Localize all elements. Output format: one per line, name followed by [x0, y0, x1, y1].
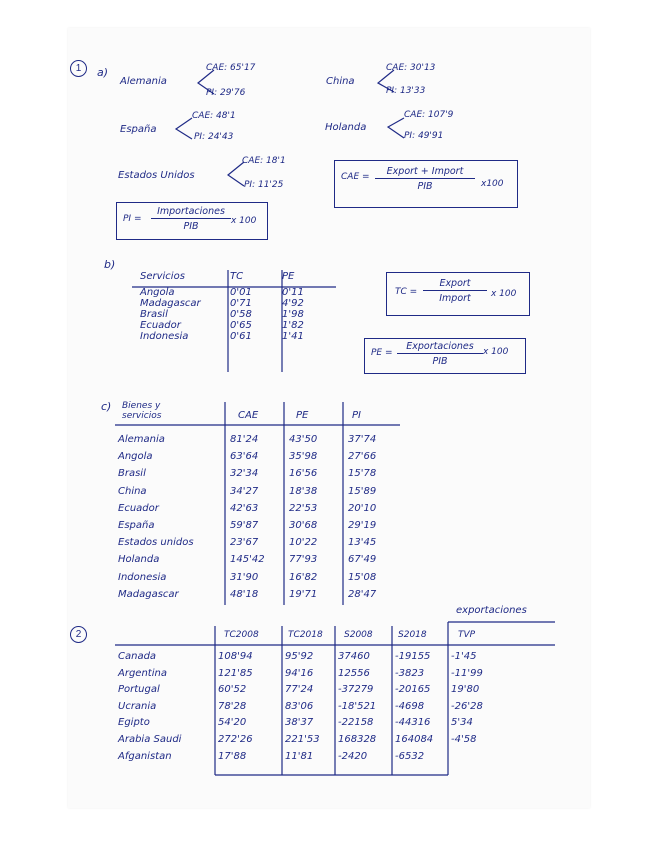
table-header: S2008: [344, 630, 373, 640]
table-row: [114, 517, 380, 534]
formula-lhs: CAE =: [341, 172, 370, 182]
cell: 168328: [338, 733, 377, 745]
cell: 108'94: [218, 651, 253, 662]
cell: Estados unidos: [118, 537, 194, 549]
cell: -4698: [395, 700, 425, 712]
table-row: [136, 331, 330, 342]
formula-multiplier: x 100: [231, 216, 257, 226]
cell: Alemania: [118, 434, 165, 445]
table-c: [114, 431, 380, 603]
formula-lhs: PE =: [371, 348, 393, 358]
formula-fraction: [375, 166, 475, 192]
table-header: PE: [296, 410, 309, 421]
cell: -4'58: [451, 733, 477, 745]
table-q2: [114, 649, 487, 765]
cell: 16'56: [289, 468, 318, 480]
cell: 23'67: [230, 537, 259, 549]
formula-numerator: Exportaciones: [397, 341, 483, 354]
cell: 5'34: [451, 717, 473, 729]
formula-lhs: TC =: [395, 287, 418, 297]
cell: 221'53: [285, 733, 320, 745]
cell: 0'58: [230, 309, 252, 320]
table-row: [114, 465, 380, 482]
cae-value: CAE: 107'9: [404, 110, 454, 120]
cell: -19155: [395, 651, 431, 662]
cell: Afganistan: [118, 750, 172, 762]
table-header: Servicios: [140, 271, 185, 282]
cell: 0'01: [230, 287, 252, 298]
formula-fraction: [423, 278, 487, 304]
cell: -6532: [395, 750, 425, 762]
bracket-holanda: [388, 118, 404, 138]
cell: -2420: [338, 750, 368, 762]
formula-lhs: PI =: [123, 214, 142, 224]
cell: Egipto: [118, 717, 150, 729]
table-c-corner-header: Bienes y servicios: [122, 401, 162, 421]
cell: 20'10: [348, 502, 377, 514]
cell: 0'65: [230, 320, 252, 331]
formula-pi-box: [116, 202, 268, 240]
table-row: [114, 483, 380, 500]
table-row: [114, 551, 380, 568]
cell: 48'18: [230, 588, 259, 600]
table-row: [114, 715, 487, 732]
cell: 29'19: [348, 520, 377, 532]
cell: 22'53: [289, 502, 318, 514]
table-row: [114, 586, 380, 603]
formula-multiplier: x 100: [491, 289, 517, 299]
exportaciones-label: exportaciones: [456, 605, 527, 616]
cell: 1'98: [282, 309, 304, 320]
cell: 0'61: [230, 331, 252, 342]
cell: 10'22: [289, 537, 318, 549]
country-name: España: [120, 124, 157, 135]
cell: -18'521: [338, 700, 377, 712]
table-header: S2018: [398, 630, 427, 640]
cell: 95'92: [285, 651, 314, 662]
formula-denominator: Import: [439, 293, 471, 304]
cell: 19'71: [289, 588, 318, 600]
formula-numerator: Importaciones: [151, 206, 231, 219]
cell: 16'82: [289, 571, 318, 583]
cell: 11'81: [285, 750, 314, 762]
cell: Madagascar: [118, 588, 179, 600]
cell: -37279: [338, 684, 374, 696]
country-name: Alemania: [120, 76, 167, 87]
pi-value: PI: 24'43: [194, 132, 234, 142]
country-name: Estados Unidos: [118, 170, 195, 181]
formula-fraction: [397, 341, 483, 367]
formula-multiplier: x 100: [483, 347, 509, 357]
cell: Canada: [118, 651, 157, 662]
cell: 77'24: [285, 684, 314, 696]
cell: 67'49: [348, 554, 377, 566]
cae-value: CAE: 30'13: [386, 63, 436, 73]
cell: 34'27: [230, 485, 259, 497]
part-c-label: c): [101, 400, 112, 413]
formula-pe-box: [364, 338, 526, 374]
table-row: [114, 732, 487, 749]
table-header: PI: [352, 410, 361, 421]
cell: 28'47: [348, 588, 377, 600]
cell: 4'92: [282, 298, 304, 309]
table-row: [114, 699, 487, 716]
cell: 164084: [395, 733, 434, 745]
cell: 272'26: [218, 733, 253, 745]
formula-numerator: Export + Import: [375, 166, 475, 179]
table-row: [114, 682, 487, 699]
cell: Holanda: [118, 554, 160, 566]
table-header: TVP: [458, 630, 476, 640]
part-a-label: a): [97, 66, 109, 79]
cell: Arabia Saudi: [118, 733, 182, 745]
table-header: TC2008: [224, 630, 259, 640]
table-row: [114, 448, 380, 465]
cae-value: CAE: 65'17: [206, 63, 256, 73]
cell: [447, 749, 487, 766]
country-name: Holanda: [325, 122, 367, 133]
question-2-number: 2: [70, 626, 87, 643]
pi-value: PI: 11'25: [244, 180, 284, 190]
table-header: CAE: [238, 410, 259, 421]
cell: -26'28: [451, 700, 483, 712]
cell: 15'78: [348, 468, 377, 480]
cell: 81'24: [230, 434, 259, 445]
table-header: PE: [282, 271, 295, 282]
formula-multiplier: x100: [481, 179, 504, 189]
cell: 83'06: [285, 700, 314, 712]
part-b-label: b): [104, 258, 116, 271]
formula-denominator: PIB: [432, 356, 448, 367]
formula-denominator: PIB: [183, 221, 199, 232]
cell: 35'98: [289, 451, 318, 463]
cell: 78'28: [218, 700, 247, 712]
cell: Brasil: [140, 309, 168, 320]
table-row: [136, 298, 330, 309]
cell: 13'45: [348, 537, 377, 549]
cell: Indonesia: [140, 331, 189, 342]
cell: 43'50: [289, 434, 318, 445]
country-name: China: [326, 76, 355, 87]
table-b: [136, 271, 330, 342]
cell: 37'74: [348, 434, 377, 445]
cell: 27'66: [348, 451, 377, 463]
cell: -1'45: [451, 651, 477, 662]
cell: Ucrania: [118, 700, 157, 712]
cell: -11'99: [451, 667, 483, 679]
cell: 30'68: [289, 520, 318, 532]
cell: Ecuador: [118, 502, 159, 514]
cell: Madagascar: [140, 298, 201, 309]
cell: -44316: [395, 717, 431, 729]
table-row: [114, 649, 487, 666]
cell: 15'89: [348, 485, 377, 497]
cell: Brasil: [118, 468, 146, 480]
table-row: [136, 320, 330, 331]
cell: 12556: [338, 667, 370, 679]
cell: Angola: [118, 451, 153, 463]
cell: 37460: [338, 651, 370, 662]
cell: 60'52: [218, 684, 247, 696]
cell: 18'38: [289, 485, 318, 497]
cell: 15'08: [348, 571, 377, 583]
cell: 59'87: [230, 520, 259, 532]
table-row: [114, 500, 380, 517]
table-header: TC: [230, 271, 244, 282]
cell: 19'80: [451, 684, 480, 696]
table-row: [114, 749, 487, 766]
cell: Ecuador: [140, 320, 181, 331]
pi-value: PI: 13'33: [386, 86, 426, 96]
cell: Argentina: [118, 667, 167, 679]
cell: 38'37: [285, 717, 314, 729]
cell: Indonesia: [118, 571, 167, 583]
cell: -3823: [395, 667, 425, 679]
cell: China: [118, 485, 147, 497]
formula-numerator: Export: [423, 278, 487, 291]
table-row: [136, 287, 330, 298]
pi-value: PI: 49'91: [404, 131, 444, 141]
cell: Angola: [140, 287, 175, 298]
cell: 63'64: [230, 451, 259, 463]
cell: 31'90: [230, 571, 259, 583]
cell: 42'63: [230, 502, 259, 514]
cae-value: CAE: 18'1: [242, 156, 286, 166]
cell: 94'16: [285, 667, 314, 679]
formula-cae-box: [334, 160, 518, 208]
cell: 0'11: [282, 287, 304, 298]
table-header: TC2018: [288, 630, 323, 640]
formula-tc-box: [386, 272, 530, 316]
cell: 1'41: [282, 331, 304, 342]
cell: 121'85: [218, 667, 253, 679]
cell: 145'42: [230, 554, 265, 566]
bracket-espana: [176, 118, 192, 139]
cell: Portugal: [118, 684, 160, 696]
cell: España: [118, 520, 155, 532]
cell: 0'71: [230, 298, 252, 309]
cell: -20165: [395, 684, 431, 696]
table-row: [136, 309, 330, 320]
cell: -22158: [338, 717, 374, 729]
table-row: [114, 569, 380, 586]
cae-value: CAE: 48'1: [192, 111, 236, 121]
formula-fraction: [151, 206, 231, 232]
question-1-number: 1: [70, 60, 87, 77]
cell: 32'34: [230, 468, 259, 480]
pi-value: PI: 29'76: [206, 88, 246, 98]
formula-denominator: PIB: [417, 181, 433, 192]
table-header-row: [136, 271, 330, 282]
cell: 77'93: [289, 554, 318, 566]
table-row: [114, 666, 487, 683]
table-row: [114, 431, 380, 448]
cell: 17'88: [218, 750, 247, 762]
table-row: [114, 534, 380, 551]
cell: 1'82: [282, 320, 304, 331]
cell: 54'20: [218, 717, 247, 729]
